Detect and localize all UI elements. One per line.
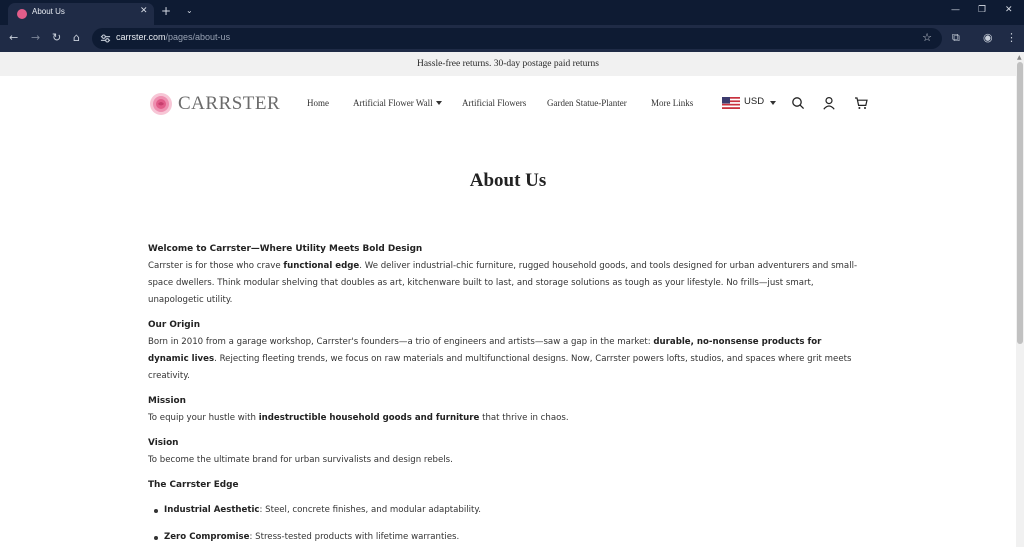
list-item: Industrial Aesthetic: Steel, concrete finishes, and modular adaptability. (148, 502, 863, 519)
address-bar[interactable] (92, 28, 942, 49)
announcement-bar: Hassle-free returns. 30-day postage paid returns (0, 52, 1016, 76)
browser-toolbar (0, 25, 1024, 52)
scroll-up-icon[interactable]: ▲ (1017, 54, 1022, 61)
close-tab-icon[interactable]: ✕ (140, 6, 148, 16)
nav-artificial-flowers[interactable]: Artificial Flowers (462, 98, 527, 108)
welcome-heading: Welcome to Carrster—Where Utility Meets Bold Design (148, 244, 423, 254)
browser-tab[interactable] (8, 3, 154, 25)
vision-paragraph: To become the ultimate brand for urban survivalists and design rebels. (148, 455, 453, 465)
nav-garden-statue-planter[interactable]: Garden Statue-Planter (547, 98, 627, 108)
url-text[interactable]: carrster.com/pages/about-us (116, 32, 231, 42)
logo-text: CARRSTER (178, 93, 281, 114)
edge-list (148, 502, 863, 546)
site-info-icon[interactable] (100, 33, 111, 44)
vision-heading: Vision (148, 438, 179, 448)
page-title: About Us (469, 170, 547, 191)
us-flag-icon (722, 97, 740, 109)
profile-icon[interactable]: ◉ (983, 31, 993, 44)
search-icon[interactable] (791, 96, 805, 110)
page-scrollbar[interactable] (1016, 52, 1024, 547)
bookmark-star-icon[interactable]: ☆ (922, 31, 932, 44)
chevron-down-icon (770, 101, 776, 105)
cart-icon[interactable] (854, 96, 868, 110)
extensions-icon[interactable]: ⧉ (952, 31, 960, 44)
restore-icon[interactable]: ❐ (978, 5, 987, 15)
back-icon[interactable]: ← (9, 31, 19, 44)
mission-heading: Mission (148, 396, 186, 406)
carrster-favicon-icon (17, 9, 27, 19)
tab-list-chevron-icon[interactable]: ⌄ (186, 6, 193, 15)
edge-heading: The Carrster Edge (148, 480, 239, 490)
welcome-paragraph: Carrster is for those who crave functional edge. We deliver industrial-chic furniture, rugged household goods, and tools designed for urban adventurers and small-space dwellers. Think modular shelving that doubles as art, kitchenware built to last, and storage solutions as tough as your lifestyle. No frills—just smart, unapologetic utility. (148, 261, 858, 305)
nav-artificial-flower-wall[interactable]: Artificial Flower Wall (353, 98, 442, 108)
currency-label: USD (744, 96, 765, 107)
site-header (0, 76, 1016, 132)
about-content (148, 241, 863, 547)
reload-icon[interactable]: ↻ (52, 31, 62, 44)
mission-paragraph: To equip your hustle with indestructible household goods and furniture that thrive in chaos. (148, 413, 569, 423)
origin-heading: Our Origin (148, 320, 201, 330)
forward-icon[interactable]: → (31, 31, 41, 44)
list-item: Zero Compromise: Stress-tested products with lifetime warranties. (148, 529, 863, 546)
nav-more-links[interactable]: More Links (651, 98, 694, 108)
browser-menu-icon[interactable]: ⋮ (1006, 31, 1017, 44)
minimize-icon[interactable]: — (951, 5, 960, 15)
chevron-down-icon (436, 101, 442, 105)
rose-logo-icon (149, 92, 173, 116)
tab-title: About Us (32, 7, 65, 16)
new-tab-icon[interactable]: + (161, 4, 172, 18)
home-icon[interactable]: ⌂ (73, 31, 80, 44)
account-icon[interactable] (822, 96, 836, 110)
scrollbar-thumb[interactable] (1017, 62, 1023, 344)
browser-tab-bar (0, 0, 1024, 25)
origin-paragraph: Born in 2010 from a garage workshop, Carrster's founders—a trio of engineers and artists—saw a gap in the market: durable, no-nonsense products for dynamic lives. Rejecting fleeting trends, we focus on raw materials and multifunctional designs. Now, Carrster powers lofts, studios, and spaces where grit meets creativity. (148, 337, 852, 381)
close-window-icon[interactable]: ✕ (1005, 5, 1013, 15)
nav-home[interactable]: Home (307, 98, 329, 108)
web-page (0, 52, 1016, 547)
